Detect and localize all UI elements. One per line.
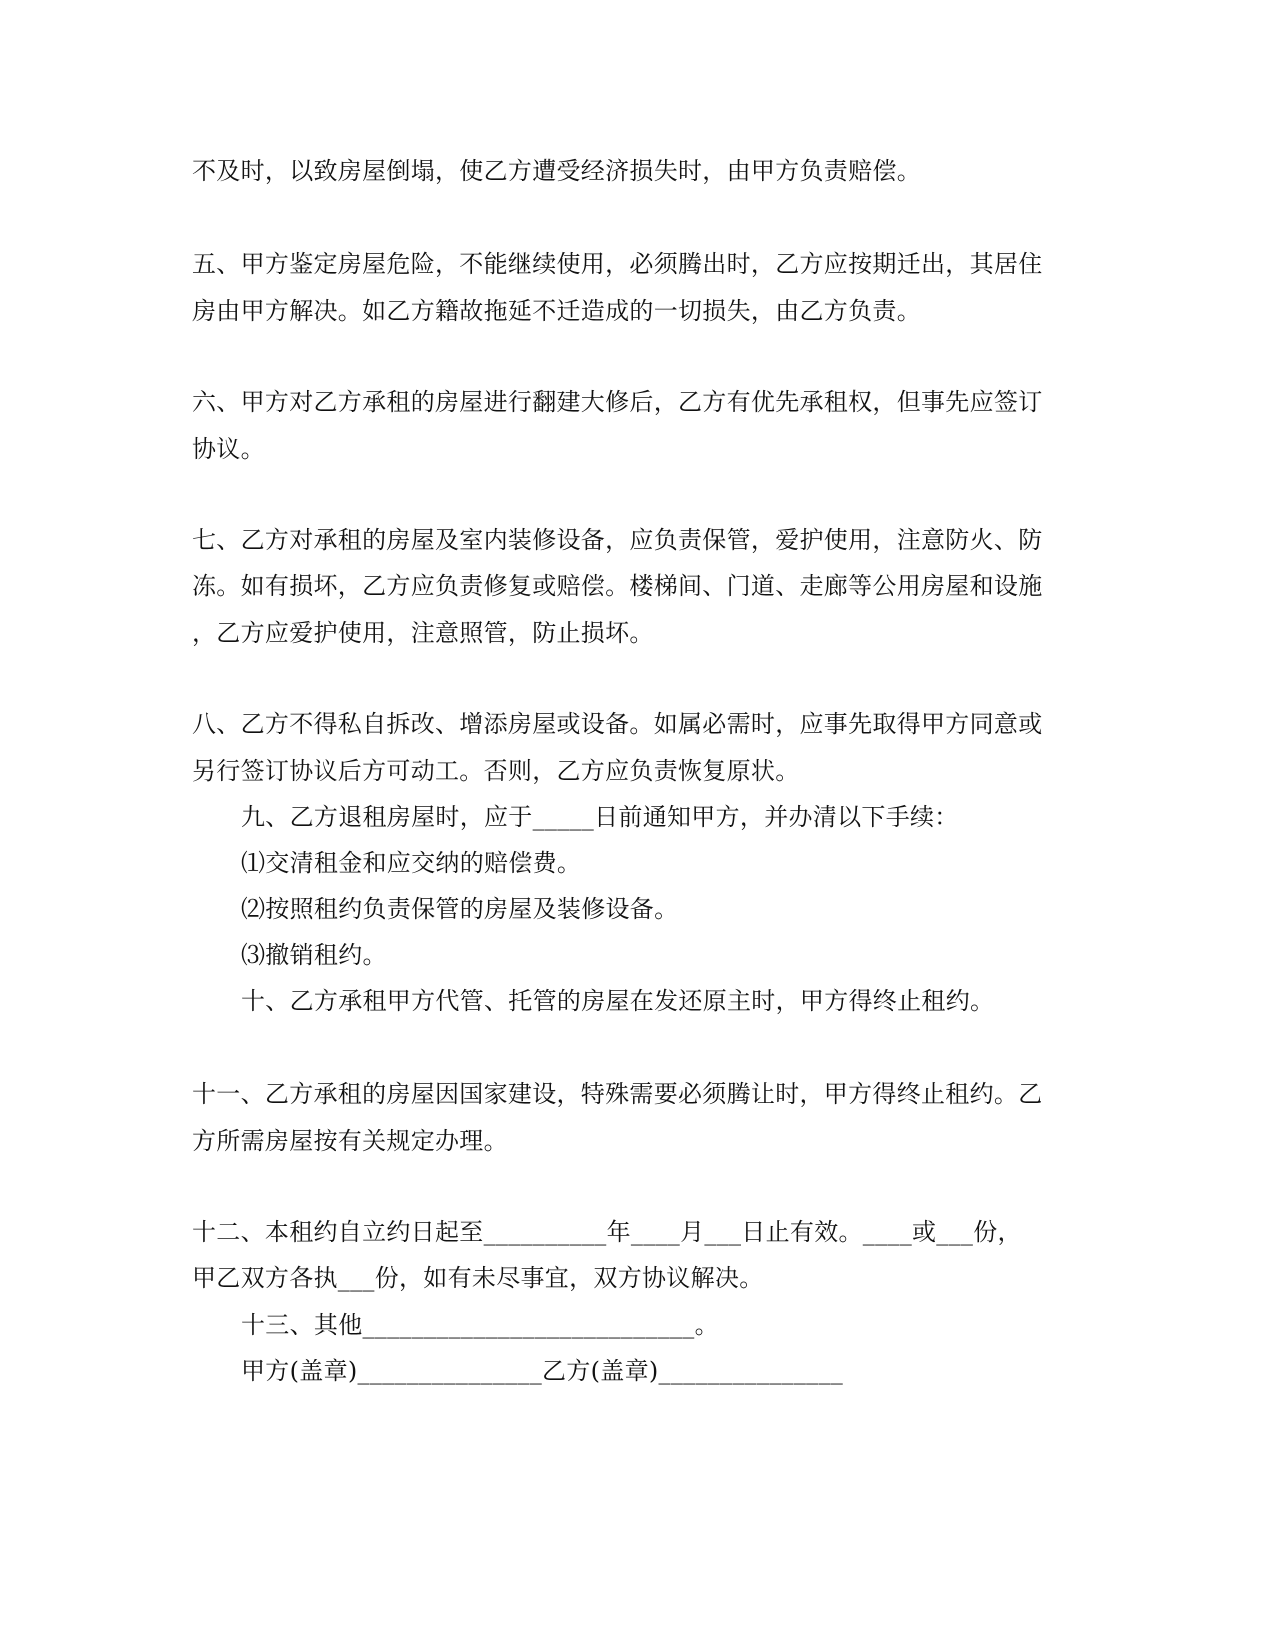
clause-7-line-2: 冻。如有损坏，乙方应负责修复或赔偿。楼梯间、门道、走廊等公用房屋和设施 [192,572,1043,600]
clause-12-line-1: 十二、本租约自立约日起至__________年____月___日止有效。____或___份， [192,1218,1022,1246]
clause-13: 十三、其他___________________________。 [241,1311,719,1339]
clause-7-line-1: 七、乙方对承租的房屋及室内装修设备，应负责保管，爱护使用，注意防火、防 [192,526,1043,554]
clause-8-line-2: 另行签订协议后方可动工。否则，乙方应负责恢复原状。 [192,757,800,785]
clause-7-line-3: ，乙方应爱护使用，注意照管，防止损坏。 [192,619,654,647]
clause-6-line-2: 协议。 [192,435,265,463]
clause-12-line-2: 甲乙双方各执___份，如有未尽事宜，双方协议解决。 [192,1264,764,1292]
clause-5-line-1: 五、甲方鉴定房屋危险，不能继续使用，必须腾出时，乙方应按期迁出，其居住 [192,250,1043,278]
clause-11-line-2: 方所需房屋按有关规定办理。 [192,1127,508,1155]
clause-10: 十、乙方承租甲方代管、托管的房屋在发还原主时，甲方得终止租约。 [241,987,995,1015]
clause-11-line-1: 十一、乙方承租的房屋因国家建设，特殊需要必须腾让时，甲方得终止租约。乙 [192,1080,1043,1108]
clause-9-item-1: ⑴交清租金和应交纳的赔偿费。 [241,849,582,877]
clause-8-line-1: 八、乙方不得私自拆改、增添房屋或设备。如属必需时，应事先取得甲方同意或 [192,710,1043,738]
clause-5-line-2: 房由甲方解决。如乙方籍故拖延不迁造成的一切损失，由乙方负责。 [192,297,921,325]
clause-6-line-1: 六、甲方对乙方承租的房屋进行翻建大修后，乙方有优先承租权，但事先应签订 [192,388,1043,416]
clause-9-item-3: ⑶撤销租约。 [241,941,387,969]
clause-9-item-2: ⑵按照租约负责保管的房屋及装修设备。 [241,895,679,923]
paragraph-line: 不及时，以致房屋倒塌，使乙方遭受经济损失时，由甲方负责赔偿。 [192,157,921,185]
signature-line: 甲方(盖章)_______________乙方(盖章)_______________ [241,1357,844,1385]
clause-9: 九、乙方退租房屋时，应于_____日前通知甲方，并办清以下手续： [241,803,959,831]
